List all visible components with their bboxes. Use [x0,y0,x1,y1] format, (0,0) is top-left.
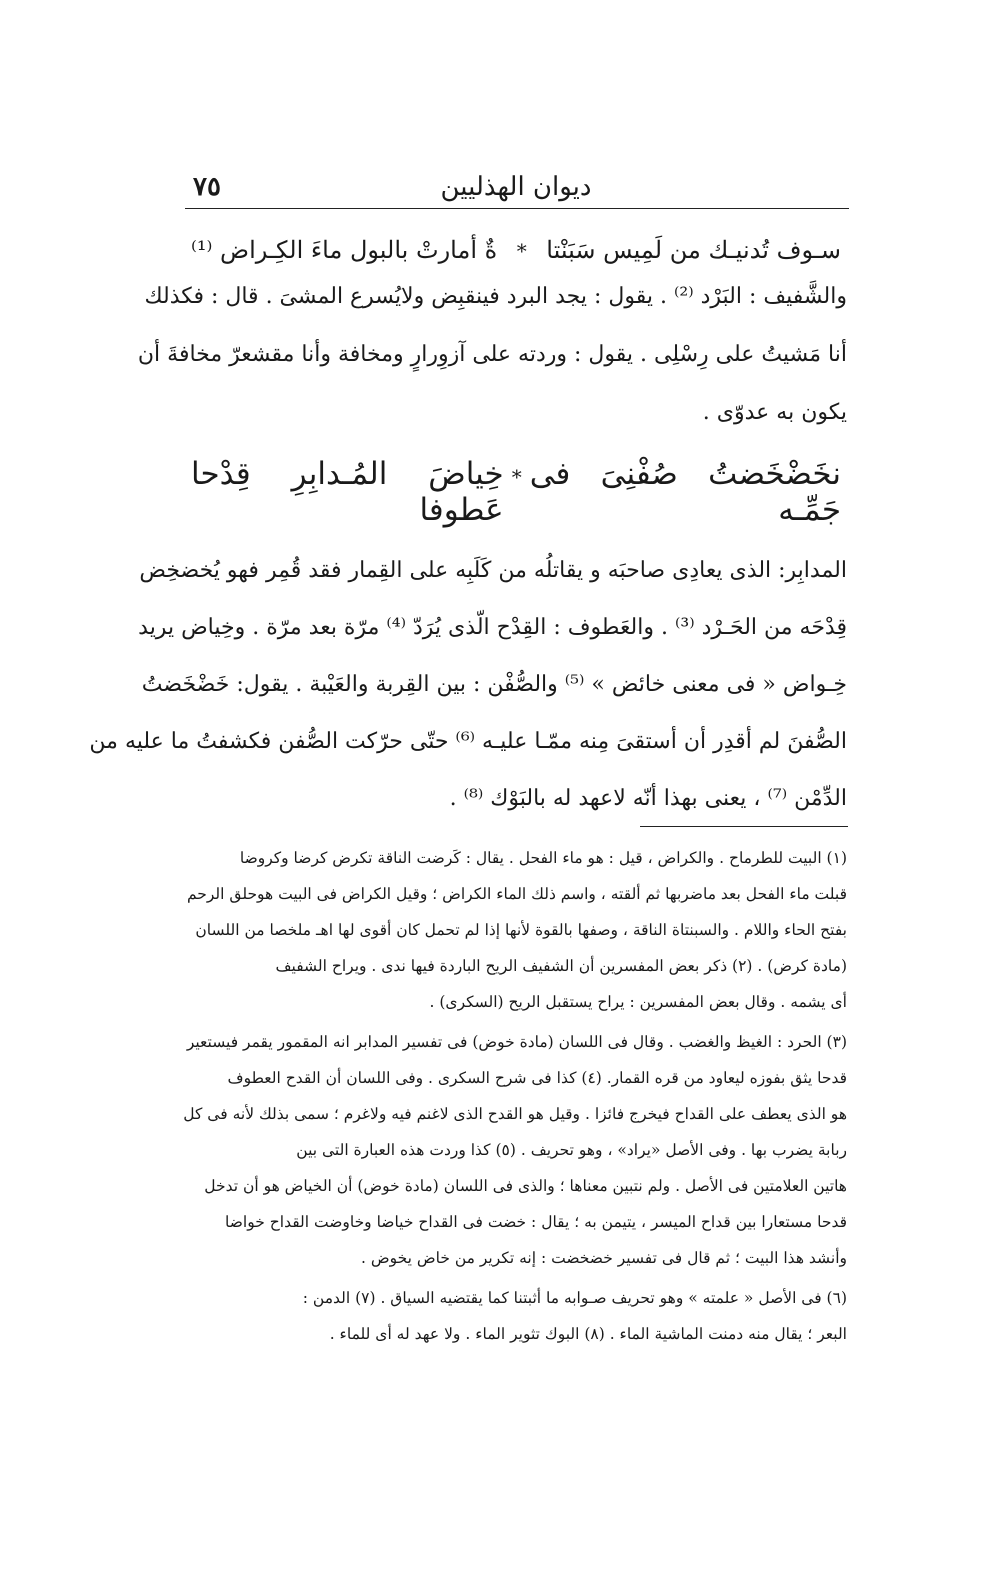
header-rule [185,208,849,209]
commentary-2-line: خِـواض « فى معنى خائض » ⁽⁵⁾ والصُّفْن : بين القِربة والعَيْبة . يقول: خَضْخَضتُ [141,672,847,697]
page-number: ٧٥ [193,172,221,202]
footnote-group-2 [185,1024,847,1276]
footnote-rule [640,826,848,827]
commentary-1-line: يكون به عدوّى . [702,400,847,425]
verse-line-1 [185,236,847,264]
main-text [89,236,847,827]
footnote-line: قدحا يثق بفوزه ليعاود من قره القمار. (٤) كذا فى شرح السكرى . وفى اللسان أن القدح العطوف [227,1069,847,1087]
commentary-1-line: والشَّفيف : البَرْد ⁽²⁾ . يقول : يجد البرد فينقبِض ولايُسرع المشىَ . قال : فكذلك [144,284,847,309]
footnote-group-1 [185,840,847,1020]
commentary-2 [89,542,847,827]
page-header [185,168,847,208]
footnotes [185,840,847,1356]
verse-2-left-hemistich: خِياضَ المُـدابِرِ قِدْحا عَطوفا [191,456,504,528]
footnote-group-3 [185,1280,847,1352]
footnote-line: وأنشد هذا البيت ؛ ثم قال فى تفسير خضخضت : إنه تكرير من خاض يخوض . [361,1249,847,1267]
footnote-line: البعر ؛ يقال منه دمنت الماشية الماء . (٨) البوك تثوير الماء . ولا عهد له أى للماء . [329,1325,847,1343]
footnote-line: (٦) فى الأصل « علمته » وهو تحريف صـوابه ما أثبتنا كما يقتضيه السياق . (٧) الدمن : [302,1289,847,1307]
verse-2-separator: * [511,465,522,489]
footnote-line: (١) البيت للطرماح . والكراض ، قيل : هو ماء الفحل . يقال : كَرضت الناقة تكرض كرضا وكروضا [239,849,847,867]
footnote-line: (مادة كرض) . (٢) ذكر بعض المفسرين أن الشفيف الريح الباردة فيها ندى . ويراح الشفيف [275,957,847,975]
verse-2-right-hemistich: نخَضْخَضتُ صُفْنِىَ فى جَمِّـه [529,456,841,528]
verse-1-right-hemistich: سـوف تُدنيـك من لَمِيس سَبَنْتا [546,236,841,264]
running-title: ديوان الهذليين [440,172,592,202]
verse-1-separator: * [516,239,527,263]
verse-line-2 [185,456,847,528]
commentary-2-line: الصُّفنَ لم أقدِر أن أستقىَ مِنه ممّـا عليـه ⁽⁶⁾ حتّى حرّكت الصُّفن فكشفتُ ما عليه من [89,729,847,754]
verse-1-left-hemistich: ةٌ أمارتْ بالبول ماءَ الكِـراض ⁽¹⁾ [191,236,498,264]
footnote-line: ربابة يضرب بها . وفى الأصل «يراد» ، وهو تحريف . (٥) كذا وردت هذه العبارة التى بين [296,1141,847,1159]
footnote-line: (٣) الحرد : الغيظ والغضب . وقال فى اللسان (مادة خوض) فى تفسير المدابر انه المقمور يقمر فيستعير [186,1033,847,1051]
commentary-2-line: المدابِر: الذى يعادِى صاحبَه و يقاتلُه من كَلَبِه على القِمار فقد قُمِر فهو يُخضخِض [139,558,847,583]
footnote-line: قبلت ماء الفحل بعد ماضربها ثم ألقته ، واسم ذلك الماء الكراض ؛ وقيل الكراض فى البيت هوحلق الرحم [186,885,847,903]
footnote-line: هو الذى يعطف على القداح فيخرج فائزا . وقيل هو القدح الذى لاغنم فيه ولاغرم ؛ سمى بذلك لأنه فى كل [183,1105,847,1123]
footnote-line: قدحا مستعارا بين قداح الميسر ، يتيمن به ؛ يقال : خضت فى القداح خياضا وخاوضت القداح خواضا [225,1213,847,1231]
commentary-2-line: الدِّمْن ⁽⁷⁾ ، يعنى بهذا أنّه لاعهد له بالبَوْك ⁽⁸⁾ . [449,786,847,811]
footnote-line: هاتين العلامتين فى الأصل . ولم نتبين معناها ؛ والذى فى اللسان (مادة خوض) أن الخياض هو أن تدخل [204,1177,847,1195]
commentary-1 [137,268,847,442]
commentary-2-line: قِدْحَه من الحَـرْد ⁽³⁾ . والعَطوف : القِدْح الّذى يُرَدّ ⁽⁴⁾ مرّة بعد مرّة . وخِياض يريد [138,615,847,640]
commentary-1-line: أنا مَشيتُ على رِسْلِى . يقول : وردته على آزوِرارٍ ومخافة وأنا مقشعرّ مخافةَ أن [137,342,847,367]
footnote-line: أى يشمه . وقال بعض المفسرين : يراح يستقبل الريح (السكرى) . [429,993,847,1011]
footnote-line: بفتح الحاء واللام . والسبنتاة الناقة ، وصفها بالقوة لأنها إذا لم تحمل كان أقوى لها اهـ ملخصا من اللسان [195,921,847,939]
